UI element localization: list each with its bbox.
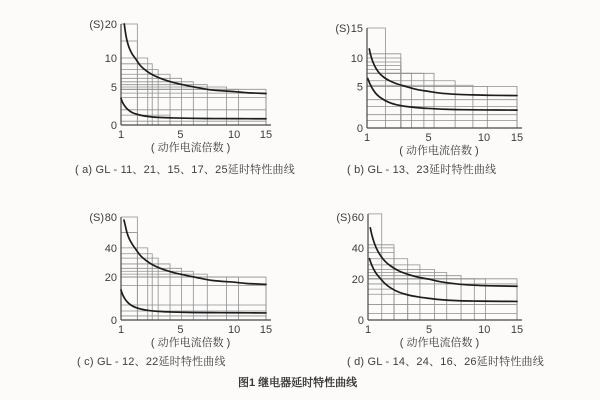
setting-band-grid xyxy=(367,28,517,128)
y-tick-label: 5 xyxy=(110,82,117,95)
x-tick-label: 10 xyxy=(478,324,491,336)
x-tick-label: 5 xyxy=(425,132,432,144)
y-tick-label: 80 xyxy=(104,212,117,224)
x-tick-label: 1 xyxy=(117,324,125,336)
y-axis-unit-label: (S) xyxy=(335,23,350,35)
chart-a-caption: ( a) GL - 11、21、15、17、25延时特性曲线 xyxy=(75,164,295,176)
y-tick-label: 15 xyxy=(350,23,363,35)
axis-labels xyxy=(89,19,272,154)
y-tick-label: 60 xyxy=(351,212,364,224)
y-tick-label: 20 xyxy=(104,19,117,31)
x-axis-title: ( 动作电流倍数 ) xyxy=(150,142,231,154)
setting-band-grid xyxy=(368,214,517,320)
y-tick-label: 0 xyxy=(110,120,117,132)
chart-c-caption: ( c) GL - 12、22延时特性曲线 xyxy=(77,356,226,368)
x-tick-label: 1 xyxy=(364,324,372,336)
x-tick-label: 10 xyxy=(227,324,241,336)
y-tick-label: 40 xyxy=(351,242,364,255)
y-tick-label: 5 xyxy=(356,81,363,94)
setting-band-grid xyxy=(121,217,266,320)
y-tick-label: 0 xyxy=(357,315,364,327)
x-axis-title: ( 动作电流倍数 ) xyxy=(150,337,231,349)
upper-limit-curve xyxy=(370,228,517,286)
axes xyxy=(367,28,522,128)
y-tick-label: 40 xyxy=(104,242,117,255)
y-tick-label: 20 xyxy=(351,273,364,286)
axis-labels xyxy=(335,23,523,157)
x-axis-title: ( 动作电流倍数 ) xyxy=(399,337,480,349)
x-tick-label: 5 xyxy=(177,129,184,141)
setting-band-grid xyxy=(121,24,266,125)
x-tick-label: 10 xyxy=(227,129,241,141)
lower-limit-curve xyxy=(368,78,517,110)
chart-c-canvas xyxy=(80,199,300,352)
y-tick-label: 10 xyxy=(350,53,363,65)
upper-limit-curve xyxy=(124,220,266,284)
y-tick-label: 0 xyxy=(356,123,363,135)
x-tick-label: 5 xyxy=(426,324,433,336)
upper-limit-curve xyxy=(369,49,517,96)
chart-b-caption: ( b) GL - 13、23延时特性曲线 xyxy=(347,164,497,176)
x-tick-label: 15 xyxy=(259,129,273,141)
x-tick-label: 5 xyxy=(177,324,184,336)
chart-d-canvas xyxy=(330,199,550,352)
x-tick-label: 15 xyxy=(510,324,524,336)
x-axis-title: ( 动作电流倍数 ) xyxy=(399,145,479,157)
axis-labels xyxy=(89,212,272,349)
chart-b-canvas xyxy=(330,6,550,159)
y-axis-unit-label: (S) xyxy=(89,212,104,224)
y-axis-unit-label: (S) xyxy=(89,19,104,31)
y-tick-label: 0 xyxy=(110,315,117,327)
upper-limit-curve xyxy=(124,24,266,93)
y-tick-label: 10 xyxy=(104,53,117,66)
x-tick-label: 15 xyxy=(510,132,524,144)
chart-a-canvas xyxy=(80,6,300,159)
y-tick-label: 20 xyxy=(104,272,117,285)
y-axis-unit-label: (S) xyxy=(336,212,351,224)
figure-caption: 图1 继电器延时特性曲线 xyxy=(238,377,358,389)
x-tick-label: 10 xyxy=(477,132,491,144)
x-tick-label: 15 xyxy=(259,324,273,336)
chart-d-caption: ( d) GL - 14、24、16、26延时特性曲线 xyxy=(347,356,544,368)
axis-labels xyxy=(336,212,523,349)
x-tick-label: 1 xyxy=(363,132,371,144)
x-tick-label: 1 xyxy=(117,129,125,141)
